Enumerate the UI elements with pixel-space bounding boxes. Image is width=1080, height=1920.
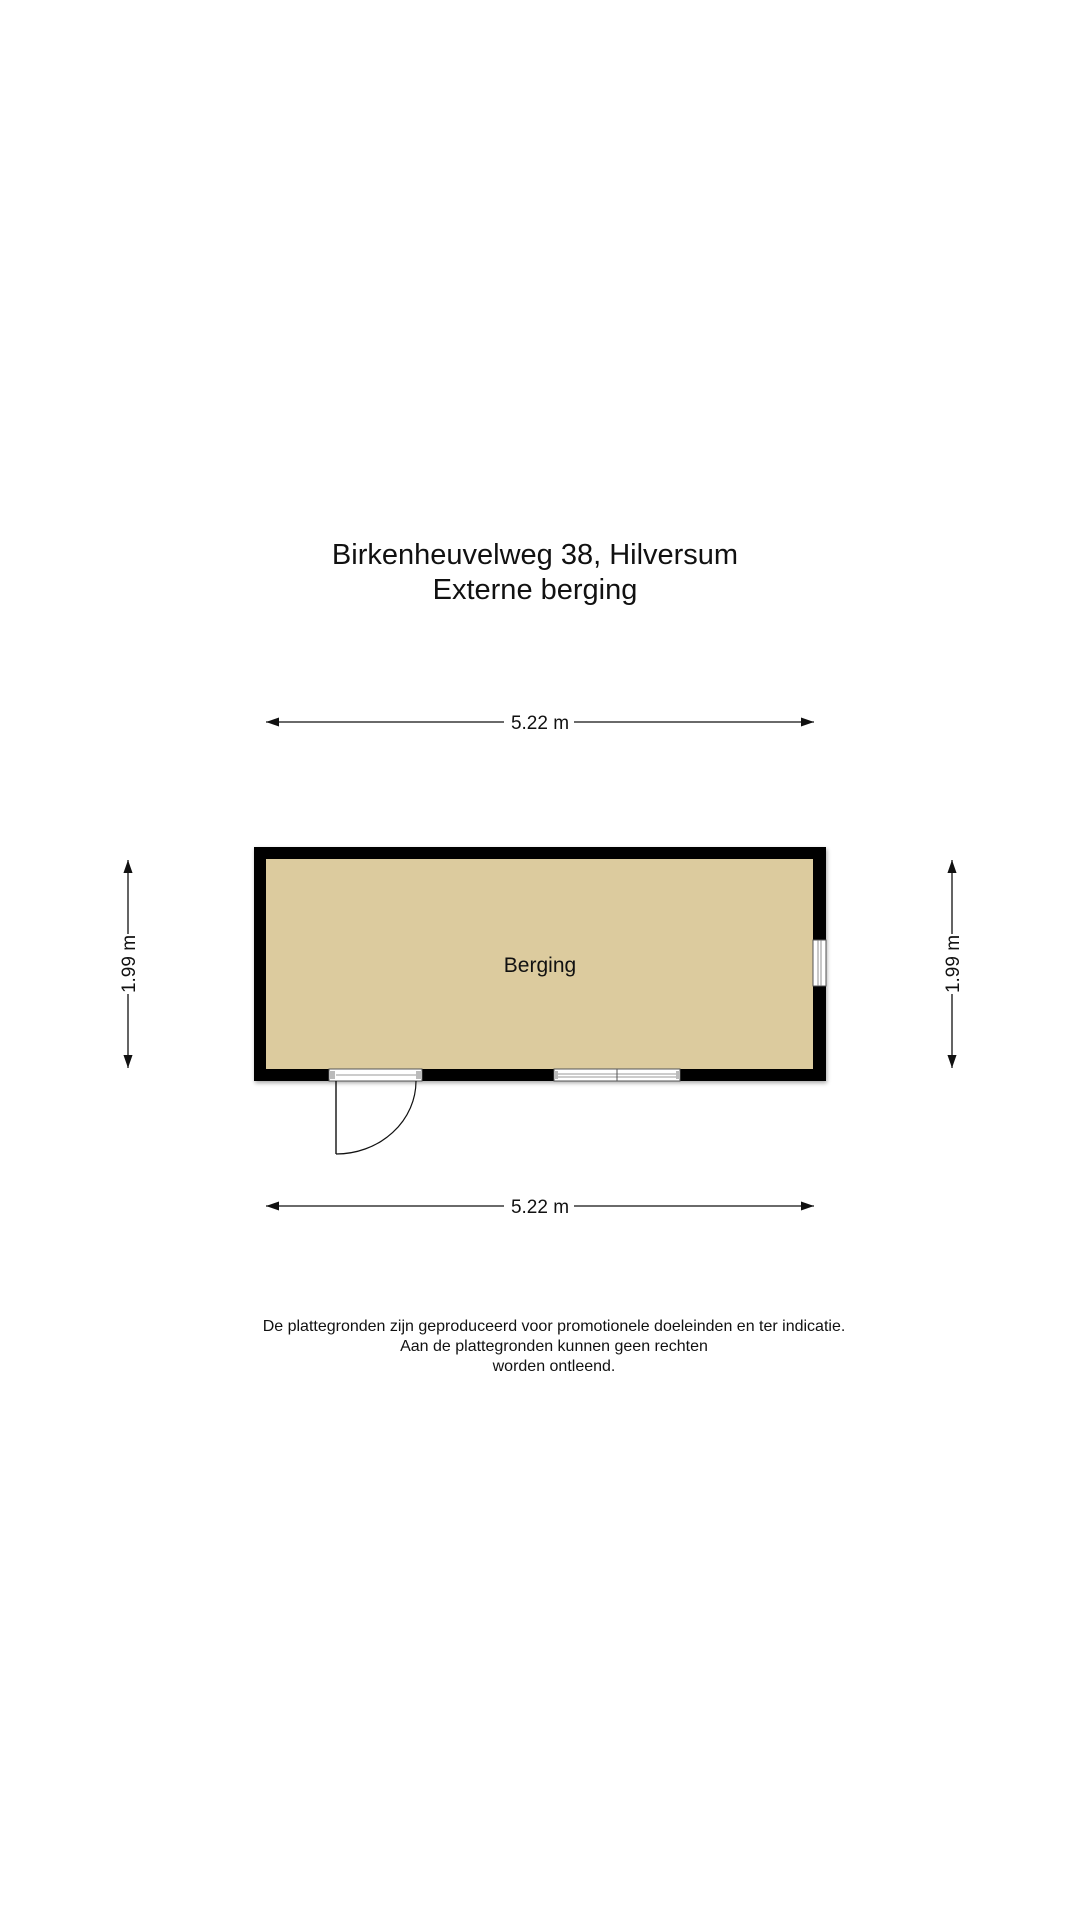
door-swing-arc: [336, 1081, 416, 1154]
disclaimer: [0, 1317, 1080, 1377]
floor-subtitle: Externe berging: [432, 574, 638, 606]
window-bottom: [554, 1069, 680, 1081]
disclaimer-line-2: Aan de plattegronden kunnen geen rechten: [400, 1338, 708, 1355]
dimension-right-label: 1.99 m: [943, 934, 964, 994]
door: [329, 1069, 422, 1154]
address-title: Birkenheuvelweg 38, Hilversum: [331, 539, 739, 571]
dimension-left-label: 1.99 m: [119, 934, 140, 994]
dimension-bottom-label: 5.22 m: [510, 1197, 570, 1218]
window-right-frame: [813, 940, 826, 986]
dimension-top: [266, 713, 814, 734]
window-right: [813, 940, 826, 986]
dimension-right: [943, 860, 964, 1068]
disclaimer-line-1: De plattegronden zijn geproduceerd voor promotionele doeleinden en ter indicatie.: [262, 1318, 846, 1335]
disclaimer-line-3: worden ontleend.: [492, 1358, 616, 1375]
dimension-bottom: [266, 1197, 814, 1218]
dimension-left: [119, 860, 140, 1068]
room-label-berging: Berging: [503, 954, 577, 977]
dimension-top-label: 5.22 m: [510, 713, 570, 734]
